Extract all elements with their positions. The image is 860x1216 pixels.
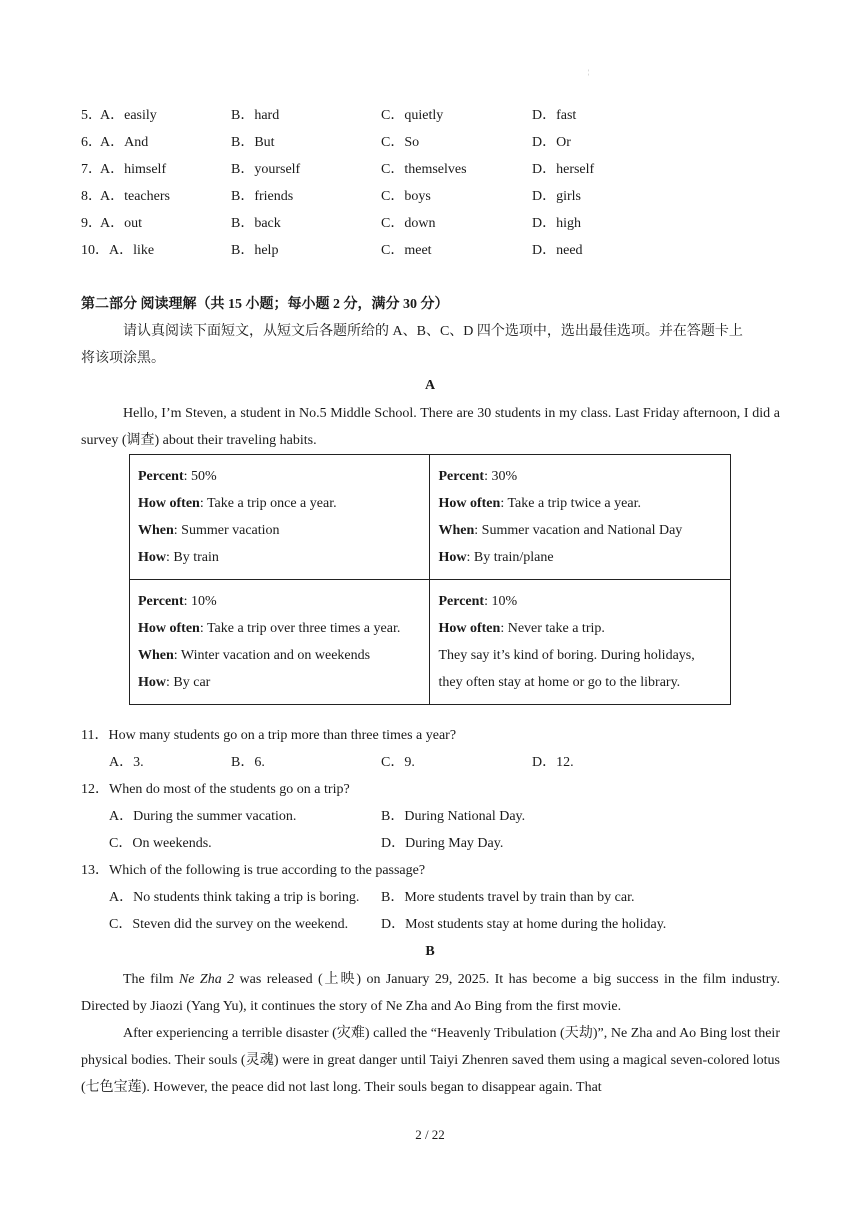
cloze-option-b: B．hard <box>231 108 280 123</box>
page-number: 2 / 22 <box>415 1127 445 1142</box>
cloze-option-c: C．So <box>381 135 420 150</box>
survey-cell-10-car: Percent: 10% How often: Take a trip over three times a year. When: Winter vacation and on weekends How: By car <box>130 580 430 705</box>
instruction-line-2: 将该项涂黑。 <box>81 351 165 366</box>
cloze-option-c: C．boys <box>381 189 431 204</box>
question-number: 9． <box>81 216 102 231</box>
passage-b-paragraph-2: After experiencing a terrible disaster (灾难) called the “Heavenly Tribulation (天劫)”, Ne Zha and Ao Bing lost their physical bodies. Their souls (灵魂) were in great danger until Taiyi Zhenren saved them using a magical seven-colored lotus (七色宝莲). However, the peace did not last long. Their souls began to disappear again. That <box>81 1026 780 1095</box>
cloze-option-d: D．herself <box>532 162 595 177</box>
cloze-option-d: D．high <box>532 216 581 231</box>
cloze-option-c: C．down <box>381 216 436 231</box>
survey-cell-10-never: Percent: 10% How often: Never take a trip. They say it’s kind of boring. During holidays, they often stay at home or go to the library. <box>430 580 731 705</box>
cloze-option-a: A．himself <box>100 162 167 177</box>
q11-option-b: B．6. <box>231 755 265 770</box>
q11-option-d: D．12. <box>532 755 574 770</box>
cloze-option-b: B．help <box>231 243 279 258</box>
cloze-option-a: A．out <box>100 216 142 231</box>
q12-option-a: A．During the summer vacation. <box>109 809 297 824</box>
q13-stem: 13．Which of the following is true according to the passage? <box>81 863 426 878</box>
cloze-option-c: C．meet <box>381 243 432 258</box>
passage-a-text: Hello, I’m Steven, a student in No.5 Middle School. There are 30 students in my class. Last Friday afternoon, I did a survey (调查) about their traveling habits. <box>81 406 780 448</box>
cloze-option-d: D．girls <box>532 189 581 204</box>
passage-b-paragraph-1: The film Ne Zha 2 was released (上映) on January 29, 2025. It has become a big success in the film industry. Directed by Jiaozi (Yang Yu), it continues the story of Ne Zha and Ao Bing from the first movie. <box>81 972 780 1014</box>
q11-option-a: A．3. <box>109 755 144 770</box>
instruction-line-1: 请认真阅读下面短文，从短文后各题所给的 A、B、C、D 四个选项中，选出最佳选项。并在答题卡上 <box>123 324 743 339</box>
cloze-option-a: A．teachers <box>100 189 170 204</box>
q13-option-d: D．Most students stay at home during the holiday. <box>381 917 667 932</box>
cloze-option-a: A．And <box>100 135 149 150</box>
q12-stem: 12．When do most of the students go on a trip? <box>81 782 350 797</box>
passage-a-heading: A <box>424 378 436 393</box>
q11-option-c: C．9. <box>381 755 415 770</box>
cloze-option-c: C．quietly <box>381 108 444 123</box>
cloze-option-d: D．Or <box>532 135 571 150</box>
q13-option-a: A．No students think taking a trip is boring. <box>109 890 360 905</box>
cloze-option-b: B．But <box>231 135 275 150</box>
question-number: 5． <box>81 108 102 123</box>
q13-option-c: C．Steven did the survey on the weekend. <box>109 917 349 932</box>
cloze-option-d: D．need <box>532 243 583 258</box>
cloze-option-a: A．like <box>109 243 155 258</box>
cloze-option-b: B．yourself <box>231 162 301 177</box>
survey-cell-50: Percent: 50% How often: Take a trip once a year. When: Summer vacation How: By train <box>130 455 430 580</box>
q12-option-d: D．During May Day. <box>381 836 504 851</box>
q12-option-b: B．During National Day. <box>381 809 526 824</box>
cloze-option-d: D．fast <box>532 108 577 123</box>
cloze-option-b: B．friends <box>231 189 294 204</box>
cloze-option-b: B．back <box>231 216 281 231</box>
q12-option-c: C．On weekends. <box>109 836 212 851</box>
question-number: 10． <box>81 243 109 258</box>
question-number: 6． <box>81 135 102 150</box>
cloze-option-a: A．easily <box>100 108 157 123</box>
section-title: 第二部分 阅读理解（共 15 小题；每小题 2 分，满分 30 分） <box>81 297 449 312</box>
passage-b-heading: B <box>425 944 435 959</box>
survey-cell-30: Percent: 30% How often: Take a trip twice a year. When: Summer vacation and National Day How: By train/plane <box>430 455 731 580</box>
q11-stem: 11．How many students go on a trip more than three times a year? <box>81 728 457 743</box>
question-number: 8． <box>81 189 102 204</box>
cloze-option-c: C．themselves <box>381 162 467 177</box>
survey-table <box>129 454 731 705</box>
q13-option-b: B．More students travel by train than by car. <box>381 890 635 905</box>
corner-mark: ¦ <box>588 70 590 76</box>
question-number: 7． <box>81 162 102 177</box>
